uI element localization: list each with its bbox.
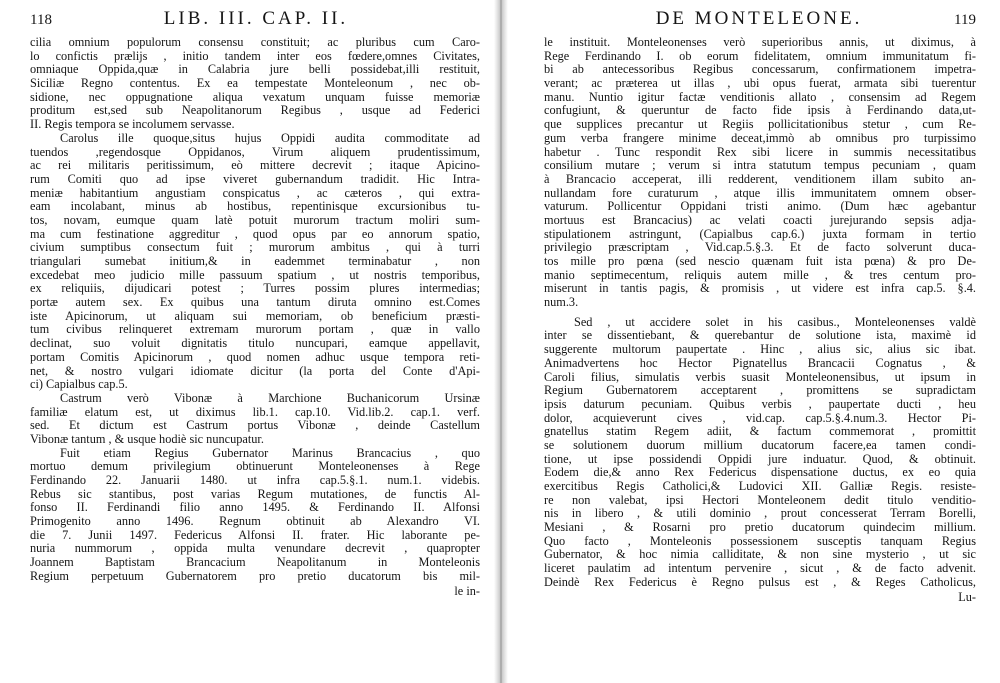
text-line: suggerente multorum paupertate . Hinc , alius sic, alius sic ibat. [544,343,976,357]
text-line: se solutionem duorum millium ducatorum facere,ea tamen condi- [544,438,976,452]
text-line: tum civibus relinqueret extremam murorum portam , quæ in vallo [30,323,480,337]
text-line: privilegio præscriptam , Vid.cap.5.§.3. Et de facto solverunt duca- [544,241,976,255]
text-line: II. Regis tempora se incolumem servasse. [30,118,235,132]
text-line: vaturum. Pollicentur Oppidani tristi animo. (Dum hæc agebantur [544,200,976,214]
text-line: Castrum verò Vibonæ à Marchione Buchanicorum Ursinæ [60,391,480,405]
text-line: Carolus ille quoque,situs hujus Oppidi audita commoditate ad [60,131,480,145]
text-line: Regium perpetuum Gubernatorem pro pretio ducatorum bis mil- [30,569,480,583]
text-line: stipulationem astringunt, (Capialbus cap.6.) juxta formam in tertio [544,227,976,241]
text-line: Rege Ferdinando I. ob eorum fidelitatem, omnium immunitatum fi- [544,49,976,63]
text-line: Joannem Baptistam Brancacium Neapolitanum in Monteleonis [30,556,480,570]
text-line: mortuus est Brancacius) ac velati coacti jurejurando sepsis adja- [544,213,976,227]
left-running-head [30,8,480,34]
text-line: ac rei militaris peritissimum, eò mittere decrevit ; itaque Apicino- [30,159,480,173]
text-line: tione, ut ipse possidendi Oppidi jure induatur. Quod, & obtinuit. [544,452,976,466]
text-line: eam incolabant, minus ab hostibus, repentinisque excursionibus tu- [30,200,480,214]
text-line: nuria nummorum , oppida multa venundare decrevit , quapropter [30,542,480,556]
text-line: Eodem die,& anno Rex Federicus dispensatione ductus, ex eo quia [544,466,976,480]
text-line: que supplices precantur ut Regiis pollicitationibus stetur , cum Re- [544,118,976,132]
text-line: Fuit etiam Regius Gubernator Marinus Brancacius , quo [60,446,480,460]
text-line: die 7. Junii 1497. Federicus Alfonsi II. frater. Hic laborante pe- [30,528,480,542]
text-line: le instituit. Monteleonenses verò superioribus annis, ut diximus, à [544,36,976,49]
text-line: gum verba frangere minime deceat,immò ab omnibus pro turpissimo [544,131,976,145]
text-line: confugiunt, & queruntur de facto fide ipsis à Ferdinando data,ut- [544,104,976,118]
text-line: bi ab antecessoribus Regibus concessarum, confirmationem impetra- [544,63,976,77]
text-line: rum Comiti quo ad ipse viveret gubernandum tradidit. Hic Intra- [30,172,480,186]
text-line: declinat, suo voluit dignitatis titulo nuncupari, eamque appellavit, [30,337,480,351]
text-line: ci) Capialbus cap.5. [30,378,128,392]
text-line: num.3. [544,296,579,310]
text-line: Rebus sic stantibus, post varias Regum mutationes, de functis Al- [30,487,480,501]
text-line: sidione, nec oppugnatione aliqua vexatum unquam fuisse memoriæ [30,90,480,104]
text-line: miserunt in tantis pagis, & promisis , ut videre est infra cap.5. §.4. [544,282,976,296]
text-line: iste Apicinorum, ut aliquam sui memoriam, ob beneficium præsti- [30,309,480,323]
right-page-number: 119 [954,12,976,28]
right-page [506,0,1000,683]
text-line: fonso II. Ferdinandi filio anno 1495. & Ferdinando II. Alfonsi [30,501,480,515]
text-line: tuendos ,regendosque Oppidanos, Virum aliquem prudentissimum, [30,145,480,159]
text-line: Vibonæ tantum , & usque hodiè sic nuncupatur. [30,432,264,446]
left-body-text [30,36,480,584]
text-line: Mesiani , & Rosarni pro pretio ducatorum quindecim millium. [544,521,976,535]
text-line: meniæ habitantium angustiam conspicatus , ac cæteros , qui extra- [30,186,480,200]
right-body-text [544,36,976,590]
text-line: Gubernator, & hoc nimia calliditate, & non sine mysterio , ut sic [544,548,976,562]
text-line: triangulari sumebat initium,& in eademmet terminabatur , non [30,255,480,268]
text-line: tos mille pro pœna (sed nescio quænam fuit ista pœna) & pro De- [544,255,976,268]
text-line: excedebat meo judicio mille passuum spatium , ut nostris temporibus, [30,268,480,282]
text-line: net, & nostro vulgari idiomate dicitur (la porta del Conte d'Api- [30,364,480,378]
text-line: nullandam fore curaturum , atque illis immunitatem omnem obser- [544,186,976,200]
text-line: dolor, acquieverunt cives , vid.cap. cap.5.§.4.num.3. Hector Pi- [544,411,976,425]
text-line: Ferdinando 22. Januarii 1480. ut infra cap.5.§.1. num.1. videbis. [30,474,480,487]
text-line: omniaque Oppida,quæ in Calabria jure belli possidebat,illi restituit, [30,63,480,77]
right-catchword: Lu- [958,589,976,604]
right-running-head [544,8,976,34]
text-line: civium sumptibus consectum fuit ; murorum ambitus , qui à turri [30,241,480,255]
left-catchword: le in- [454,583,480,598]
text-line: habetur . Tunc respondit Rex sibi licere in summis necessitatibus [544,145,976,159]
left-page-number: 118 [30,12,52,28]
right-running-title: DE MONTELEONE. [655,8,863,29]
text-line: cilia omnium populorum consensu constituit; ac pluribus cum Caro- [30,36,480,49]
text-line: exercitibus Regis Catholici,& Ludovici XII. Galliæ Regis. resiste- [544,480,976,493]
text-line: familiæ elatum est, ut diximus lib.1. cap.10. Vid.lib.2. cap.1. verf. [30,405,480,419]
text-line: portam Comitis Apicinorum , quod nomen adhuc usque tempora reti- [30,350,480,364]
text-line: re non valebat, ipsi Hectori Monteleonem dedit titulo venditio- [544,493,976,507]
text-line: Animadvertens hoc Hector Pignatellus Brancacii Cognatus , & [544,356,976,370]
text-line: nis in libero , & utili dominio , prout concesserat Terram Borelli, [544,507,976,521]
text-line: tos, novam, eumque quam latè potuit murorum tractum moliri sum- [30,213,480,227]
text-line: Caroli filius, simulatis verbis suasit Monteleonensibus, ut ipsum in [544,370,976,384]
text-line: Quo facto , Monteleonis possessionem susceptis tanquam Regius [544,534,976,548]
text-line: ipsis daturum pecuniam. Quibus verbis , paupertate ducti , heu [544,397,976,411]
text-line: Primogenito anno 1496. Regnum obtinuit ab Alexandro VI. [30,515,480,529]
text-line: Regium Gubernatorem acceptarent , promittens se supradictam [544,384,976,398]
left-running-title: LIB. III. CAP. II. [163,8,349,29]
text-line: Sed , ut accidere solet in his casibus., Monteleonenses valdè [574,315,976,329]
text-line: à Brancacio acceperat, illi redderent, venditionem illam subito an- [544,172,976,186]
text-line: lo confictis prælijs , initio tandem inter eos fœdere,omnes Civitates, [30,49,480,63]
text-line: portæ autem sex. Ex quibus una tantum diruta omnino est.Comes [30,296,480,310]
text-line: verant; ac præterea ut illas , ubi opus fuerat, armata sibi tuerentur [544,77,976,91]
text-line: gnatellus statim Regem adiit, & factum commemorat , promittit [544,425,976,439]
text-line: proditum est,sed sub Neapolitanorum Regibus , usque ad Federici [30,104,480,118]
text-line: liceret paulatim ad intentum pervenire , sicut , & de facto advenit. [544,562,976,576]
text-line: mortuo demum privilegium obtinuerunt Monteleonenses à Rege [30,460,480,474]
text-line: Deindè Rex Federicus è Regno pulsus est , & Reges Catholicus, [544,575,976,589]
text-line: inter se dissentiebant, & querebantur de solutione ista, maximè id [544,329,976,343]
text-line: Siciliæ Regno contentus. Ex ea tempestate Monteleonum , nec ob- [30,77,480,91]
text-line: manio septimecentum, reliquis autem mille , & tres centum pro- [544,268,976,282]
text-line: manu. Nuntio igitur factæ venditionis allato , consensim ad Regem [544,90,976,104]
text-line: ma cum festinatione aggreditur , quod opus par eo annorum spatio, [30,227,480,241]
text-line: ex reliquiis, dijudicari potest ; Turres possim plures intermedias; [30,282,480,296]
text-line: sed. Et dictum est Castrum portus Vibonæ , deinde Castellum [30,419,480,433]
text-line: consilium mutare ; verum si intra statutum tempus pecuniam , quam [544,159,976,173]
